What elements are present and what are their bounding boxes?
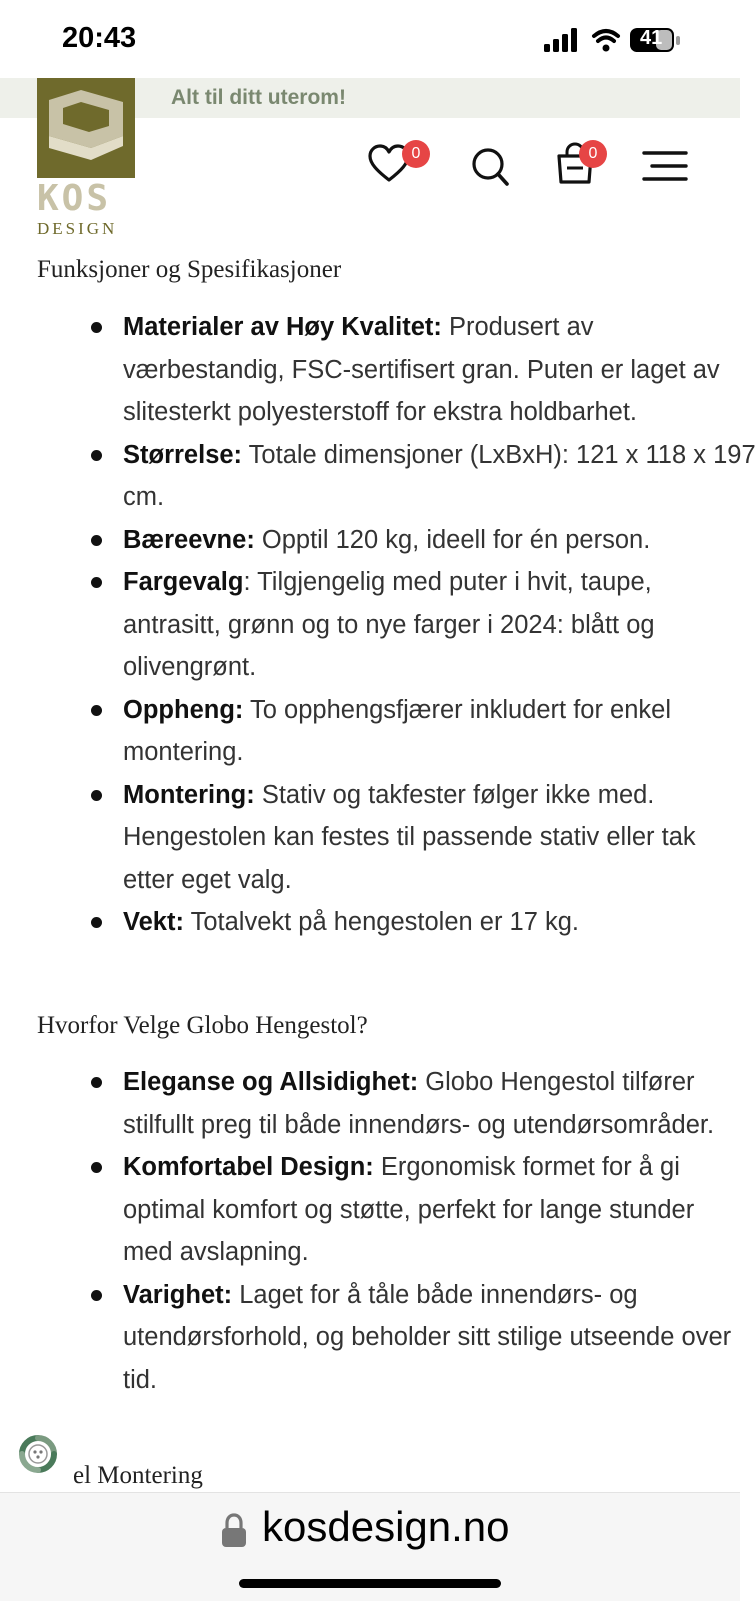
wishlist-button[interactable] [368, 144, 424, 194]
list-item-text: Stativ og takfester følger ikke med. [254, 780, 655, 809]
list-item [0, 1146, 703, 1274]
list-item-line [123, 689, 703, 732]
bullet-dot [91, 535, 102, 546]
list-item-line [123, 476, 703, 519]
list-item-label: Oppheng: [123, 695, 244, 724]
list-item-text: Totalvekt på hengestolen er 17 kg. [183, 908, 580, 936]
list-item-text: olivengrønt. [123, 653, 257, 681]
list-item-text: Opptil 120 kg, ideell for én person. [254, 525, 651, 554]
list-item-label: Varighet: [123, 1280, 233, 1309]
list-item-text: Ergonomisk formet for å gi [373, 1153, 680, 1181]
list-item-line [123, 859, 703, 902]
list-item-label: Størrelse: [123, 440, 243, 469]
bullet-dot [91, 1077, 102, 1088]
recycle-badge-icon [12, 1428, 64, 1480]
promo-text: Alt til ditt uterom! [171, 86, 346, 109]
list-item-line [123, 731, 703, 774]
lock-icon [220, 1513, 248, 1549]
list-item-line [123, 901, 703, 944]
list-item-text: slitesterkt polyesterstoff for ekstra holdbarhet. [123, 398, 638, 426]
bullet-dot [91, 790, 102, 801]
list-item-line [123, 306, 703, 349]
section-title-features: Funksjoner og Spesifikasjoner [37, 256, 342, 283]
battery-level: 41 [640, 27, 663, 49]
bullet-dot [91, 1290, 102, 1301]
search-icon [470, 146, 510, 188]
list-item-line [123, 1316, 732, 1359]
logo-text: KOS [37, 178, 112, 219]
bullet-dot [91, 322, 102, 333]
list-item-text: Hengestolen kan festes til passende stativ eller tak [123, 823, 696, 851]
status-bar [0, 0, 740, 78]
list-item-label: Materialer av Høy Kvalitet: [123, 313, 442, 341]
cart-count-badge: 0 [579, 140, 607, 168]
list-item [0, 1061, 715, 1146]
list-item [0, 689, 703, 774]
features-list [0, 306, 756, 944]
list-item [0, 519, 703, 562]
status-icons [544, 26, 704, 56]
list-item-label: Komfortabel Design: [123, 1153, 374, 1181]
list-item-line [123, 434, 756, 477]
menu-button[interactable] [642, 150, 688, 186]
bullet-dot [91, 1162, 102, 1173]
search-button[interactable] [470, 146, 510, 188]
home-indicator [239, 1579, 501, 1588]
list-item-line [123, 1359, 703, 1402]
list-item-text: cm. [123, 483, 165, 511]
list-item-text: Globo Hengestol tilfører [418, 1068, 695, 1096]
list-item-line [123, 561, 703, 604]
list-item-label: Vekt: [123, 908, 184, 936]
list-item-line [123, 1104, 715, 1147]
list-item-text: stilfullt preg til både innendørs- og utendørsområder. [123, 1110, 715, 1139]
browser-url-bar[interactable] [0, 1492, 740, 1601]
list-item [0, 561, 703, 689]
list-item-line [123, 774, 703, 817]
floating-widget-button[interactable] [12, 1428, 64, 1480]
list-item-text: Produsert av [441, 313, 594, 341]
list-item-text: Totale dimensjoner (LxBxH): 121 x 118 x 197 [242, 440, 756, 469]
bullet-dot [91, 450, 102, 461]
list-item-line [123, 816, 703, 859]
list-item-line [123, 519, 703, 562]
header-icons [0, 140, 740, 200]
list-item-line [123, 1231, 703, 1274]
list-item-label: Bæreevne: [123, 525, 255, 554]
list-item-text: : Tilgjengelig med puter i hvit, taupe, [243, 568, 652, 596]
list-item-text: optimal komfort og støtte, perfekt for lange stunder [123, 1195, 695, 1224]
list-item-line [123, 1189, 703, 1232]
bullet-dot [91, 917, 102, 928]
list-item-line [123, 1146, 703, 1189]
list-item-text: To opphengsfjærer inkludert for enkel [243, 695, 672, 724]
list-item [0, 774, 703, 902]
list-item-text: antrasitt, grønn og to nye farger i 2024: blått og [123, 610, 655, 639]
list-item-line [123, 391, 703, 434]
menu-icon [642, 150, 688, 184]
list-item-text: Laget for å tåle både innendørs- og [232, 1280, 638, 1309]
bullet-dot [91, 577, 102, 588]
list-item [0, 434, 756, 519]
list-item-line [123, 1274, 703, 1317]
wishlist-count-badge: 0 [402, 140, 430, 168]
list-item-label: Eleganse og Allsidighet: [123, 1068, 419, 1096]
list-item-line [123, 646, 703, 689]
list-item-text: med avslapning. [123, 1238, 309, 1266]
list-item-text: montering. [123, 738, 244, 766]
url-text: kosdesign.no [262, 1503, 510, 1550]
list-item-label: Fargevalg [123, 568, 244, 596]
cart-button[interactable] [555, 142, 611, 190]
list-item-line [123, 604, 703, 647]
section-title-why: Hvorfor Velge Globo Hengestol? [37, 1012, 368, 1039]
list-item-text: tid. [123, 1365, 158, 1394]
list-item-line [123, 1061, 703, 1104]
list-item-label: Montering: [123, 780, 255, 809]
list-item-line [123, 349, 720, 392]
list-item [0, 901, 703, 944]
list-item-text: etter eget valg. [123, 865, 292, 894]
list-item [0, 1274, 732, 1402]
bullet-dot [91, 705, 102, 716]
list-item-text: utendørsforhold, og beholder sitt stilige utseende over [123, 1323, 732, 1351]
why-list [0, 1061, 740, 1401]
logo-subtext: DESIGN [37, 219, 118, 238]
list-item-text: værbestandig, FSC-sertifisert gran. Puten er laget av [123, 355, 720, 384]
list-item [0, 306, 720, 434]
status-time: 20:43 [62, 22, 137, 54]
section-title-installation: el Montering [73, 1462, 203, 1489]
signal-wifi-battery-icon [544, 26, 704, 56]
